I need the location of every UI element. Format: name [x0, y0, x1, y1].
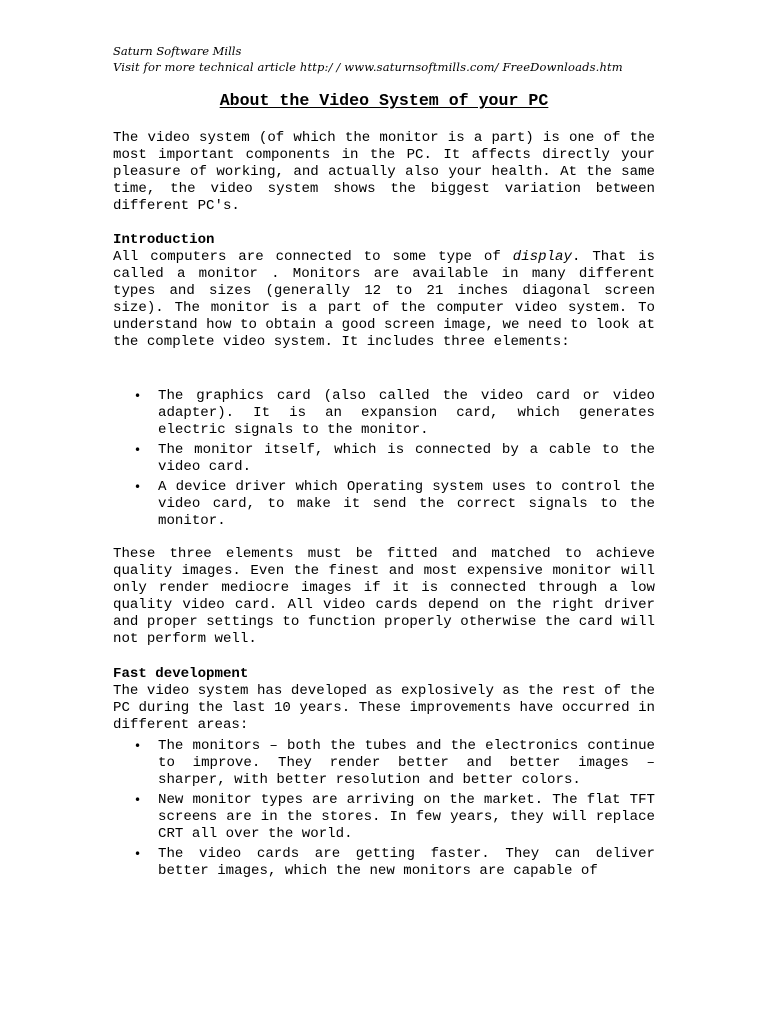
introduction-bullet-list: [113, 388, 655, 533]
elements-closing-paragraph: These three elements must be fitted and matched to achieve quality images. Even the finest and most expensive monitor will only render mediocre images if it is connected through a low quality video card. All video cards depend on the right driver and proper settings to function properly otherwise the card will not perform well.: [113, 546, 655, 647]
page-title-text: About the Video System of your PC: [219, 91, 549, 110]
introduction-paragraph: [113, 249, 655, 351]
intro-paragraph: The video system (of which the monitor is a part) is one of the most important components in the PC. It affects directly your pleasure of working, and actually also your health. At the same time, the video system shows the biggest variation between different PC's.: [113, 130, 655, 214]
list-item-text: The monitor itself, which is connected by a cable to the video card.: [158, 442, 655, 475]
bullet-icon: •: [134, 793, 142, 807]
introduction-heading: Introduction: [113, 232, 215, 248]
page-title: [113, 91, 655, 111]
list-item-text: The monitors – both the tubes and the electronics continue to improve. They render better and better images – sharper, with better resolution and better colors.: [158, 738, 655, 788]
list-item-text: The video cards are getting faster. They can deliver better images, which the new monitors are capable of: [158, 846, 655, 879]
header-visit-line: Visit for more technical article http:/ / www.saturnsoftmills.com/ FreeDownloads.htm: [113, 60, 623, 74]
list-item: [113, 792, 655, 843]
list-item: [113, 479, 655, 530]
introduction-text-2: . That is called a monitor . Monitors are available in many different types and sizes (generally 12 to 21 inches diagonal screen size). The monitor is a part of the computer video system. To understand how to obtain a good screen image, we need to look at the complete video system. It includes three elements:: [113, 249, 655, 350]
fast-development-bullet-list: [113, 738, 655, 883]
fast-development-paragraph: The video system has developed as explosively as the rest of the PC during the last 10 years. These improvements have occurred in different areas:: [113, 683, 655, 733]
list-item-text: The graphics card (also called the video card or video adapter). It is an expansion card, which generates electric signals to the monitor.: [158, 388, 655, 438]
list-item: [113, 388, 655, 439]
bullet-icon: •: [134, 389, 142, 403]
header-company: Saturn Software Mills: [113, 44, 242, 58]
introduction-text-1: All computers are connected to some type of: [113, 249, 513, 265]
bullet-icon: •: [134, 739, 142, 753]
list-item: [113, 846, 655, 880]
list-item: [113, 442, 655, 476]
list-item-text: New monitor types are arriving on the market. The flat TFT screens are in the stores. In few years, they will replace CRT all over the world.: [158, 792, 655, 842]
bullet-icon: •: [134, 847, 142, 861]
fast-development-heading: Fast development: [113, 666, 249, 682]
bullet-icon: •: [134, 443, 142, 457]
list-item: [113, 738, 655, 789]
list-item-text: A device driver which Operating system uses to control the video card, to make it send the correct signals to the monitor.: [158, 479, 655, 529]
display-emphasis: display: [512, 249, 572, 265]
bullet-icon: •: [134, 480, 142, 494]
